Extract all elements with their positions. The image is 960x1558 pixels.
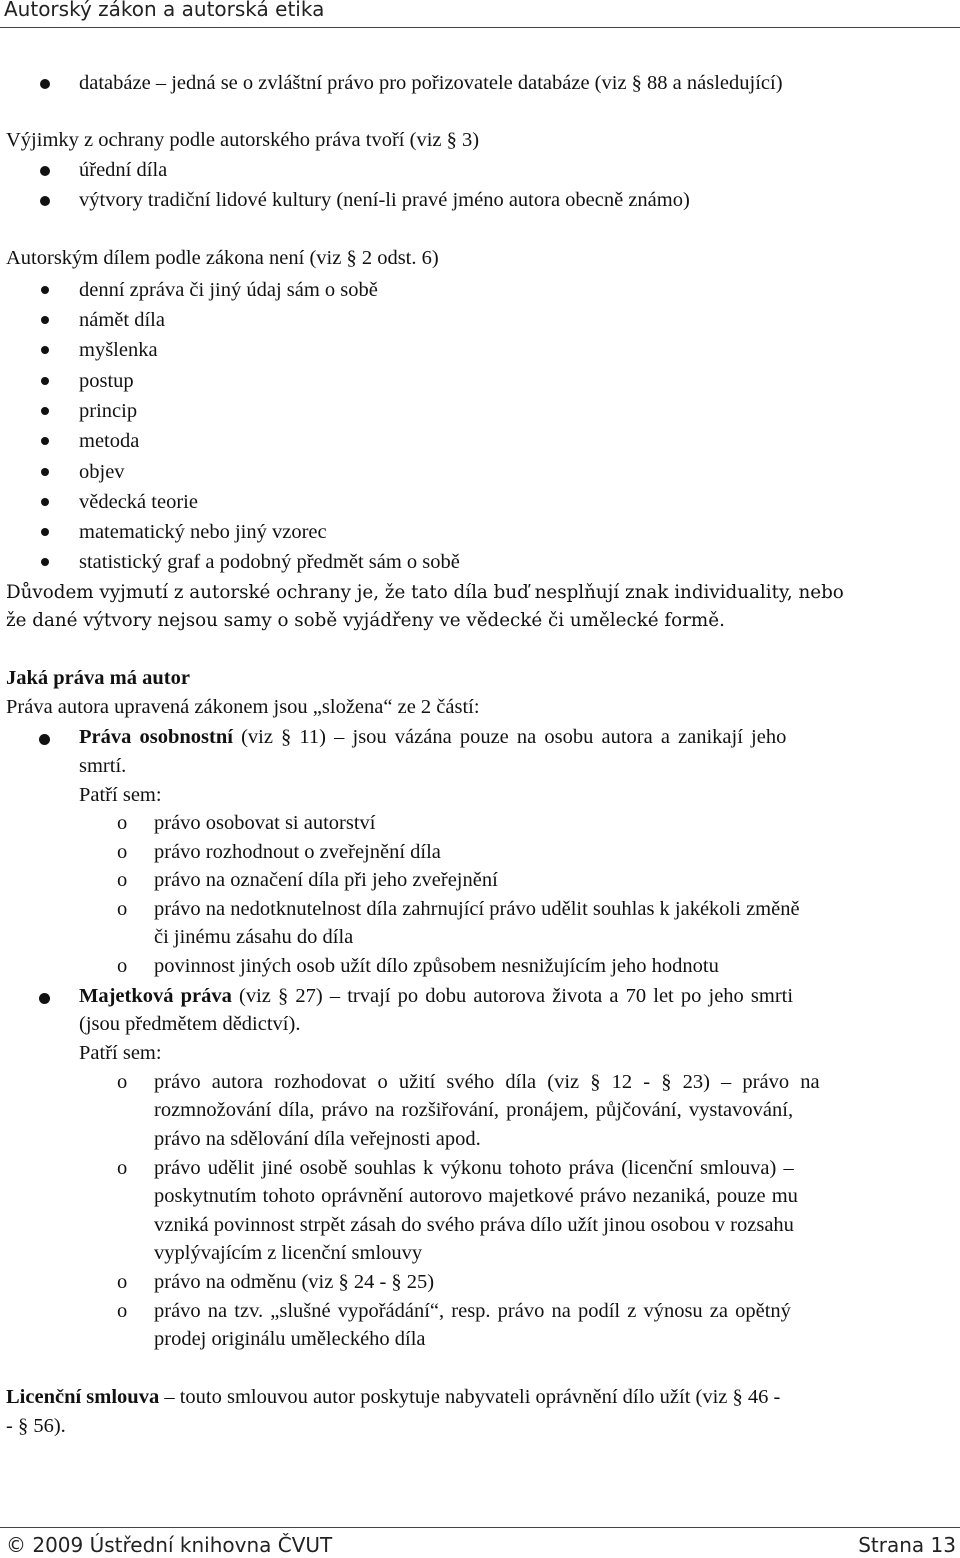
bullet-icon bbox=[41, 346, 49, 354]
paragraph-line: že dané výtvory nejsou samy o sobě vyjádřeny ve vědecké či umělecké formě. bbox=[6, 610, 725, 631]
sub-marker: o bbox=[117, 869, 128, 891]
paragraph bbox=[6, 1383, 780, 1412]
list-item bbox=[79, 723, 786, 752]
paragraph: Práva autora upravená zákonem jsou „složena“ ze 2 částí: bbox=[6, 696, 480, 718]
bullet-icon bbox=[41, 498, 49, 506]
list-item: postup bbox=[79, 370, 134, 392]
list-item: matematický nebo jiný vzorec bbox=[79, 521, 327, 543]
paragraph: Výjimky z ochrany podle autorského práva tvoří (viz § 3) bbox=[6, 129, 480, 151]
sub-marker: o bbox=[117, 898, 128, 920]
list-item bbox=[79, 982, 793, 1011]
page-footer bbox=[0, 1515, 960, 1558]
section-heading: Jaká práva má autor bbox=[6, 667, 190, 689]
sub-item: právo na označení díla při jeho zveřejnění bbox=[154, 869, 498, 891]
sub-item: právo na tzv. „slušné vypořádání“, resp. právo na podíl z výnosu za opětný bbox=[154, 1300, 791, 1322]
list-item: objev bbox=[79, 461, 125, 483]
sub-item-cont: či jinému zásahu do díla bbox=[154, 926, 354, 948]
sub-marker: o bbox=[117, 1271, 128, 1293]
sub-item: právo udělit jiné osobě souhlas k výkonu tohoto práva (licenční smlouva) – bbox=[154, 1157, 794, 1179]
paragraph: Autorským dílem podle zákona není (viz § 2 odst. 6) bbox=[6, 247, 439, 269]
page-header bbox=[0, 0, 960, 30]
list-item: námět díla bbox=[79, 309, 165, 331]
list-item: princip bbox=[79, 400, 138, 422]
bold-term: Majetková práva bbox=[79, 985, 232, 1007]
list-item: metoda bbox=[79, 430, 140, 452]
list-item: databáze – jedná se o zvláštní právo pro pořizovatele databáze (viz § 88 a následující) bbox=[79, 72, 783, 94]
sub-item-cont: rozmnožování díla, právo na rozšiřování, pronájem, půjčování, vystavování, bbox=[154, 1099, 794, 1121]
bullet-icon bbox=[39, 734, 50, 745]
bullet-icon bbox=[41, 316, 49, 324]
list-item: úřední díla bbox=[79, 159, 168, 181]
sub-item-cont: vzniká povinnost strpět zásah do svého práva dílo užít jinou osobou v rozsahu bbox=[154, 1214, 794, 1236]
sub-item-cont: prodej originálu uměleckého díla bbox=[154, 1328, 426, 1350]
sub-item: právo na odměnu (viz § 24 - § 25) bbox=[154, 1271, 435, 1293]
header-rule bbox=[0, 27, 960, 28]
bullet-icon bbox=[41, 377, 49, 385]
list-item: statistický graf a podobný předmět sám o sobě bbox=[79, 551, 460, 573]
sub-item: právo autora rozhodovat o užití svého díla (viz § 12 - § 23) – právo na bbox=[154, 1071, 820, 1093]
bold-term: Práva osobnostní bbox=[79, 726, 233, 748]
page-number: Strana 13 bbox=[858, 1533, 956, 1557]
sub-marker: o bbox=[117, 1300, 128, 1322]
sub-item: právo osobovat si autorství bbox=[154, 812, 376, 834]
bullet-icon bbox=[39, 993, 50, 1004]
list-item-text: (viz § 27) – trvají po dobu autorova života a 70 let po jeho smrti bbox=[231, 985, 794, 1007]
header-title: Autorský zákon a autorská etika bbox=[4, 0, 325, 21]
sub-item-cont: poskytnutím tohoto oprávnění autorovo majetkové právo nezaniká, pouze mu bbox=[154, 1185, 798, 1207]
sub-marker: o bbox=[117, 955, 128, 977]
bullet-icon bbox=[41, 437, 49, 445]
sub-item-cont: právo na sdělování díla veřejnosti apod. bbox=[154, 1128, 481, 1150]
list-item: vědecká teorie bbox=[79, 491, 198, 513]
list-item-cont: (jsou předmětem dědictví). bbox=[79, 1013, 301, 1035]
sub-item: právo na nedotknutelnost díla zahrnující právo udělit souhlas k jakékoli změně bbox=[154, 898, 800, 920]
list-item: výtvory tradiční lidové kultury (není-li pravé jméno autora obecně známo) bbox=[79, 189, 690, 211]
list-item-text: (viz § 11) – jsou vázána pouze na osobu autora a zanikají jeho bbox=[232, 726, 787, 748]
sub-marker: o bbox=[117, 812, 128, 834]
paragraph-line: Důvodem vyjmutí z autorské ochrany je, že tato díla buď nesplňují znak individuality, nebo bbox=[6, 582, 844, 603]
subheading: Patří sem: bbox=[79, 1042, 162, 1064]
bullet-icon bbox=[41, 528, 49, 536]
footer-copyright: © 2009 Ústřední knihovna ČVUT bbox=[6, 1533, 333, 1557]
subheading: Patří sem: bbox=[79, 784, 162, 806]
sub-item: právo rozhodnout o zveřejnění díla bbox=[154, 841, 441, 863]
footer-rule bbox=[0, 1527, 960, 1528]
sub-marker: o bbox=[117, 1157, 128, 1179]
bullet-icon bbox=[40, 166, 50, 176]
bullet-icon bbox=[40, 196, 50, 206]
sub-marker: o bbox=[117, 1071, 128, 1093]
list-item: denní zpráva či jiný údaj sám o sobě bbox=[79, 279, 378, 301]
paragraph-text: – touto smlouvou autor poskytuje nabyvateli oprávnění dílo užít (viz § 46 - bbox=[159, 1386, 781, 1408]
bullet-icon bbox=[41, 286, 49, 294]
list-item: myšlenka bbox=[79, 339, 158, 361]
bold-term: Licenční smlouva bbox=[6, 1386, 160, 1408]
bullet-icon bbox=[41, 558, 49, 566]
sub-item: povinnost jiných osob užít dílo způsobem nesnižujícím jeho hodnotu bbox=[154, 955, 719, 977]
paragraph-cont: - § 56). bbox=[6, 1415, 66, 1437]
sub-item-cont: vyplývajícím z licenční smlouvy bbox=[154, 1242, 423, 1264]
bullet-icon bbox=[41, 407, 49, 415]
bullet-icon bbox=[40, 79, 50, 89]
sub-marker: o bbox=[117, 841, 128, 863]
list-item-cont: smrtí. bbox=[79, 755, 127, 777]
bullet-icon bbox=[41, 468, 49, 476]
